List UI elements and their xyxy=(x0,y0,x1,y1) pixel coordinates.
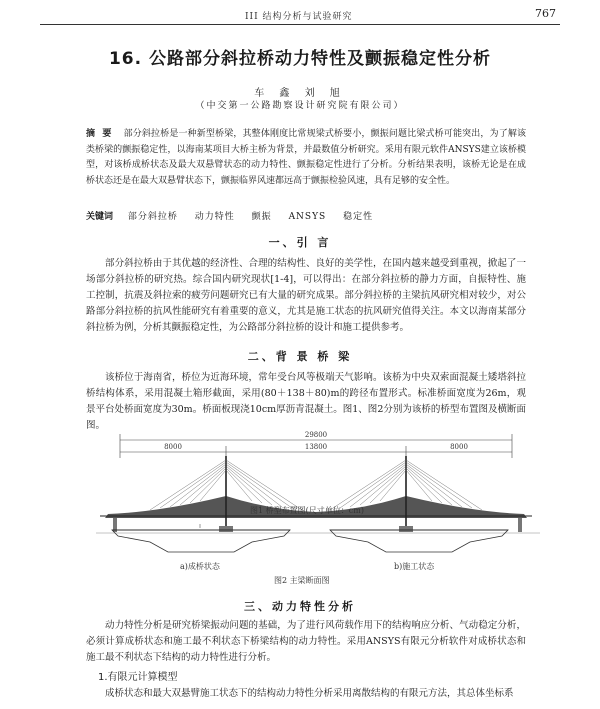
girder-section-figure xyxy=(0,522,600,572)
keyword: 稳定性 xyxy=(343,212,374,222)
dim-left-span: 8000 xyxy=(164,443,182,451)
section-heading-background: 二、背 景 桥 梁 xyxy=(247,350,353,363)
subsection-paragraph-fem: 成桥状态和最大双悬臂施工状态下的结构动力特性分析采用离散结构的有限元方法，其总体坐标系 xyxy=(105,688,514,699)
abstract xyxy=(86,127,526,189)
keyword: 动力特性 xyxy=(194,212,235,222)
keywords xyxy=(86,209,526,222)
section-heading-dynamics: 三、动力特性分析 xyxy=(244,600,356,613)
keywords-label: 关键词 xyxy=(86,212,114,222)
section-finished-state xyxy=(112,524,290,552)
figure2-caption: 图2 主梁断面图 xyxy=(274,576,330,585)
keyword: 颤振 xyxy=(251,212,272,222)
figure2-sub-a: a)成桥状态 xyxy=(180,562,220,571)
keyword: 部分斜拉桥 xyxy=(127,212,178,222)
dim-main-span: 13800 xyxy=(304,443,328,451)
section-paragraph-dynamics: 动力特性分析是研究桥梁振动问题的基础，为了进行风荷载作用下的结构响应分析、气动稳定分析，必须计算成桥状态和施工最不利状态下桥梁结构的动力特性。采用ANSYS有限元分析软件对成桥状态和施工最不利状态下结构的动力特性进行分析。 xyxy=(86,620,526,663)
section-paragraph-background: 该桥位于海南省，桥位为近海环境，常年受台风等极端天气影响。该桥为中央双索面混凝土矮塔斜拉桥结构体系，采用混凝土箱形截面，采用(80＋138＋80)m的跨径布置形式。标准桥面宽度为26m，观景平台处桥面宽度为30m。桥面板现浇10cm厚沥青混凝土。图1、图2分别为该桥的桥型布置图及横断面图。 xyxy=(86,372,526,431)
header-section-title: III 结构分析与试验研究 xyxy=(245,12,353,22)
affiliation: （中交第一公路勘察设计研究院有限公司） xyxy=(195,101,405,111)
section-paragraph-introduction: 部分斜拉桥由于其优越的经济性、合理的结构性、良好的美学性，在国内越来越受到重视，掀起了一场部分斜拉桥的研究热。综合国内研究现状[1-4]，可以得出：在部分斜拉桥的静力方面，自振特性、施工控制，抗震及斜拉索的疲劳问题研究已有大量的研究成果。部分斜拉桥的主梁抗风研究相对较少，对公路部分斜拉桥的抗风性能研究有着重要的意义，尤其是施工状态的抗风研究值得关注。本文以海南某部分斜拉桥为例，分析其颤振稳定性，为公路部分斜拉桥的设计和施工提供参考。 xyxy=(86,258,526,333)
keyword: ANSYS xyxy=(288,212,327,222)
page-header xyxy=(40,6,560,25)
section-heading-introduction: 一、引 言 xyxy=(268,236,332,249)
page-number: 767 xyxy=(535,7,556,20)
paper-title: 16. 公路部分斜拉桥动力特性及颤振稳定性分析 xyxy=(108,49,492,69)
abstract-text: 部分斜拉桥是一种新型桥梁，其整体刚度比常规梁式桥要小，颤振问题比梁式桥可能突出，为了解该类桥梁的颤振稳定性，以海南某项目大桥主桥为背景，并最数值分析研究。采用有限元软件ANSYS建立该桥模型，对该桥成桥状态及最大双悬臂状态的动力特性、颤振稳定性进行了分析。分析结果表明，该桥无论是在成桥状态还是在最大双悬臂状态下，颤振临界风速都远高于颤振检验风速，具有足够的安全性。 xyxy=(86,129,526,186)
figure2-sub-b: b)施工状态 xyxy=(394,562,435,571)
dim-right-span: 8000 xyxy=(450,443,468,451)
section-construction-state xyxy=(330,530,508,552)
dim-total: 29800 xyxy=(304,431,328,439)
subsection-heading-fem: 1.有限元计算模型 xyxy=(98,672,178,683)
abstract-label: 摘 要 xyxy=(86,129,114,139)
authors: 车 鑫 刘 旭 xyxy=(254,88,346,99)
figure1-caption: 图1 桥型布置图(尺寸单位：cm) xyxy=(250,506,364,515)
